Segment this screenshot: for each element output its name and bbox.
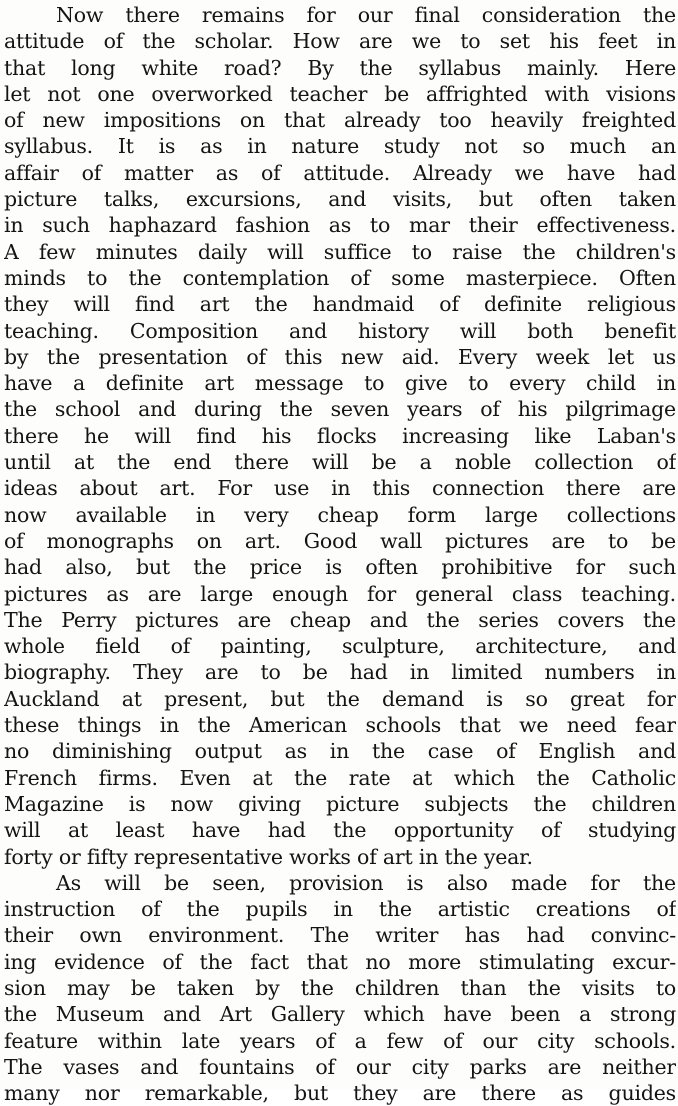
text-line: affair of matter as of attitude. Already we have had	[4, 160, 676, 185]
text-line: the Museum and Art Gallery which have been a strong	[4, 1002, 676, 1027]
text-line: in such haphazard fashion as to mar their effectiveness.	[4, 213, 676, 238]
text-line: feature within late years of a few of our city schools.	[4, 1028, 676, 1053]
text-line: there he will find his flocks increasing like Laban's	[4, 423, 676, 448]
text-line: The Perry pictures are cheap and the series covers the	[4, 607, 676, 632]
text-line: ing evidence of the fact that no more stimulating excur-	[4, 949, 676, 974]
text-line: let not one overworked teacher be affrighted with visions	[4, 81, 676, 106]
text-line: they will find art the handmaid of definite religious	[4, 292, 676, 317]
text-line: whole field of painting, sculpture, architecture, and	[4, 634, 676, 659]
text-line: many nor remarkable, but they are there as guides	[4, 1081, 676, 1106]
text-line: pictures as are large enough for general class teaching.	[4, 581, 676, 606]
text-line: attitude of the scholar. How are we to set his feet in	[4, 29, 676, 54]
text-line: instruction of the pupils in the artistic creations of	[4, 897, 676, 922]
text-line: biography. They are to be had in limited numbers in	[4, 660, 676, 685]
text-line: now available in very cheap form large collections	[4, 502, 676, 527]
text-line: by the presentation of this new aid. Every week let us	[4, 344, 676, 369]
text-line: Now there remains for our final consideration the	[56, 3, 676, 27]
text-line: ideas about art. For use in this connection there are	[4, 476, 676, 501]
text-line: The vases and fountains of our city parks are neither	[4, 1054, 676, 1079]
text-line: A few minutes daily will suffice to raise the children's	[4, 239, 676, 264]
text-line: French firms. Even at the rate at which the Catholic	[4, 765, 676, 790]
text-line: no diminishing output as in the case of English and	[4, 739, 676, 764]
text-line: of new impositions on that already too heavily freighted	[4, 108, 676, 133]
text-line: the school and during the seven years of his pilgrimage	[4, 397, 676, 422]
text-line: Magazine is now giving picture subjects the children	[4, 791, 676, 816]
text-line: will at least have had the opportunity of studying	[4, 818, 676, 843]
paragraph	[4, 870, 676, 1106]
text-line: forty or fifty representative works of art in the year.	[4, 844, 533, 869]
text-line: sion may be taken by the children than the visits to	[4, 975, 676, 1000]
text-line: Auckland at present, but the demand is so great for	[4, 686, 676, 711]
text-line: have a definite art message to give to every child in	[4, 371, 676, 396]
text-line: of monographs on art. Good wall pictures are to be	[4, 528, 676, 553]
text-line: picture talks, excursions, and visits, but often taken	[4, 187, 676, 212]
text-line: syllabus. It is as in nature study not so much an	[4, 134, 676, 159]
text-line: that long white road? By the syllabus mainly. Here	[4, 55, 676, 80]
text-line: teaching. Composition and history will both benefit	[4, 318, 676, 343]
text-line: their own environment. The writer has had convinc-	[4, 923, 676, 948]
text-line: As will be seen, provision is also made for the	[56, 870, 676, 895]
article-text-column	[4, 2, 676, 1106]
text-line: these things in the American schools that we need fear	[4, 713, 676, 738]
text-line: until at the end there will be a noble collection of	[4, 450, 676, 475]
text-line: minds to the contemplation of some masterpiece. Often	[4, 265, 676, 290]
paragraph	[4, 2, 676, 870]
text-line: had also, but the price is often prohibitive for such	[4, 555, 676, 580]
